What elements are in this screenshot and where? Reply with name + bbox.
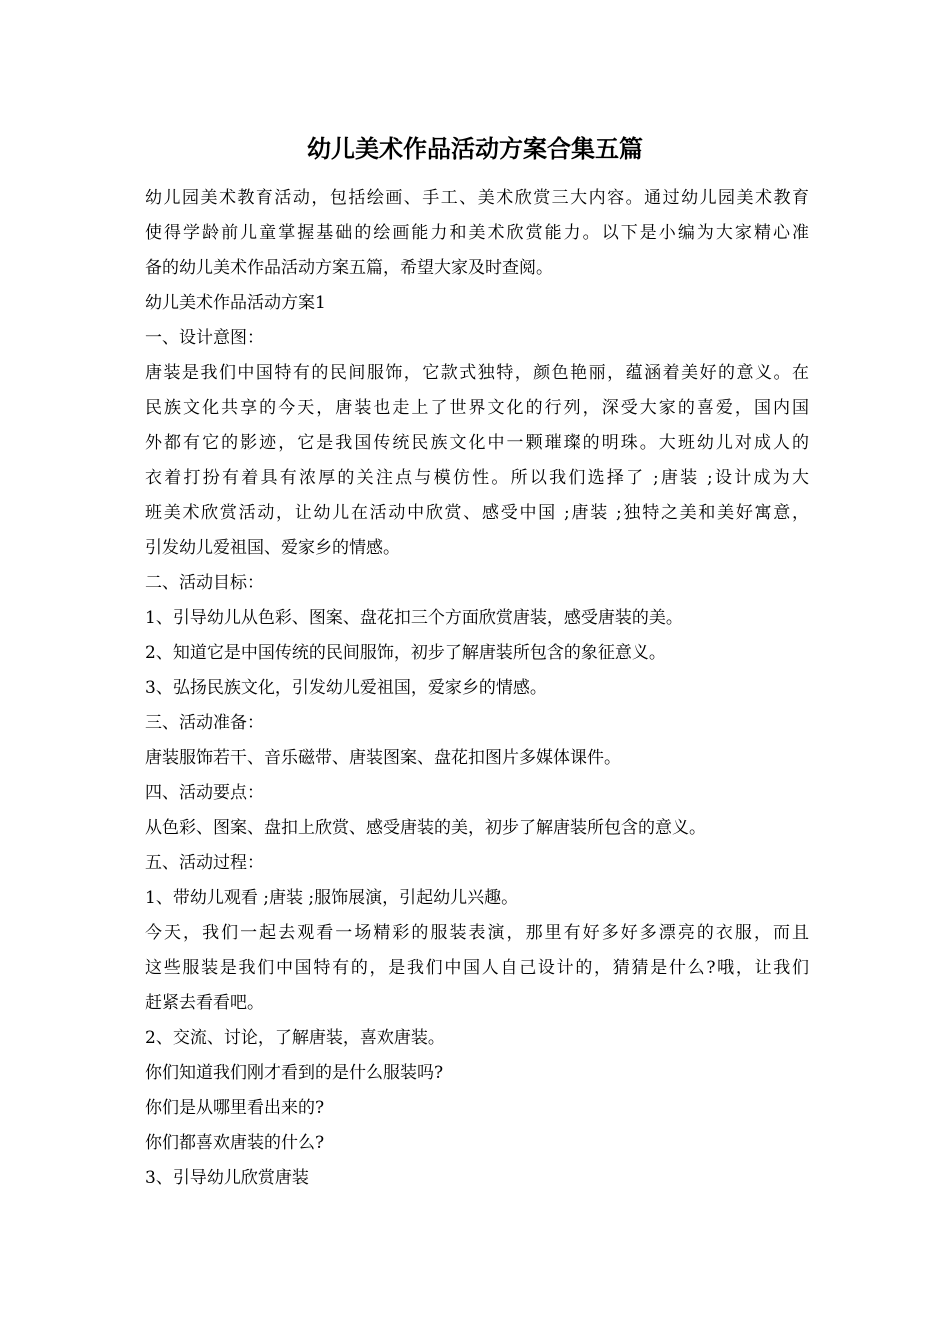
document-title: 幼儿美术作品活动方案合集五篇: [307, 134, 643, 163]
body-line: 你们是从哪里看出来的?: [145, 1098, 325, 1118]
body-line: 唐装是我们中国特有的民间服饰，它款式独特，颜色艳丽，蕴涵着美好的意义。在: [145, 363, 809, 383]
body-line: 从色彩、图案、盘扣上欣赏、感受唐装的美，初步了解唐装所包含的意义。: [145, 818, 706, 838]
body-line: 这些服装是我们中国特有的，是我们中国人自己设计的，猜猜是什么?哦，让我们: [145, 958, 809, 978]
document-body: [145, 181, 809, 1196]
section-heading: 一、设计意图：: [145, 328, 264, 348]
section-heading: 三、活动准备：: [145, 713, 264, 733]
list-item: 3、引导幼儿欣赏唐装: [145, 1168, 309, 1188]
section-heading: 二、活动目标：: [145, 573, 264, 593]
list-item: 1、引导幼儿从色彩、图案、盘花扣三个方面欣赏唐装，感受唐装的美。: [145, 608, 683, 628]
body-line: 引发幼儿爱祖国、爱家乡的情感。: [145, 538, 400, 558]
body-line: 你们知道我们刚才看到的是什么服装吗?: [145, 1063, 444, 1083]
body-line: 今天，我们一起去观看一场精彩的服装表演，那里有好多好多漂亮的衣服，而且: [145, 923, 809, 943]
list-item: 2、知道它是中国传统的民间服饰，初步了解唐装所包含的象征意义。: [145, 643, 666, 663]
section-heading: 幼儿美术作品活动方案1: [145, 293, 326, 313]
body-line: 赶紧去看看吧。: [145, 993, 264, 1013]
list-item: 2、交流、讨论，了解唐装，喜欢唐装。: [145, 1028, 445, 1048]
body-line: 班美术欣赏活动，让幼儿在活动中欣赏、感受中国 ;唐装 ;独特之美和美好寓意，: [145, 503, 809, 523]
body-line: 备的幼儿美术作品活动方案五篇，希望大家及时查阅。: [145, 258, 553, 278]
body-line: 民族文化共享的今天，唐装也走上了世界文化的行列，深受大家的喜爱，国内国: [145, 398, 809, 418]
body-line: 你们都喜欢唐装的什么?: [145, 1133, 325, 1153]
body-line: 幼儿园美术教育活动，包括绘画、手工、美术欣赏三大内容。通过幼儿园美术教育: [145, 188, 809, 208]
section-heading: 四、活动要点：: [145, 783, 264, 803]
body-line: 使得学龄前儿童掌握基础的绘画能力和美术欣赏能力。以下是小编为大家精心准: [145, 223, 809, 243]
body-line: 外都有它的影迹，它是我国传统民族文化中一颗璀璨的明珠。大班幼儿对成人的: [145, 433, 809, 453]
body-line: 衣着打扮有着具有浓厚的关注点与模仿性。所以我们选择了 ;唐装 ;设计成为大: [145, 468, 809, 488]
section-heading: 五、活动过程：: [145, 853, 264, 873]
list-item: 3、弘扬民族文化，引发幼儿爱祖国，爱家乡的情感。: [145, 678, 547, 698]
list-item: 1、带幼儿观看 ;唐装 ;服饰展演，引起幼儿兴趣。: [145, 888, 519, 908]
body-line: 唐装服饰若干、音乐磁带、唐装图案、盘花扣图片多媒体课件。: [145, 748, 621, 768]
